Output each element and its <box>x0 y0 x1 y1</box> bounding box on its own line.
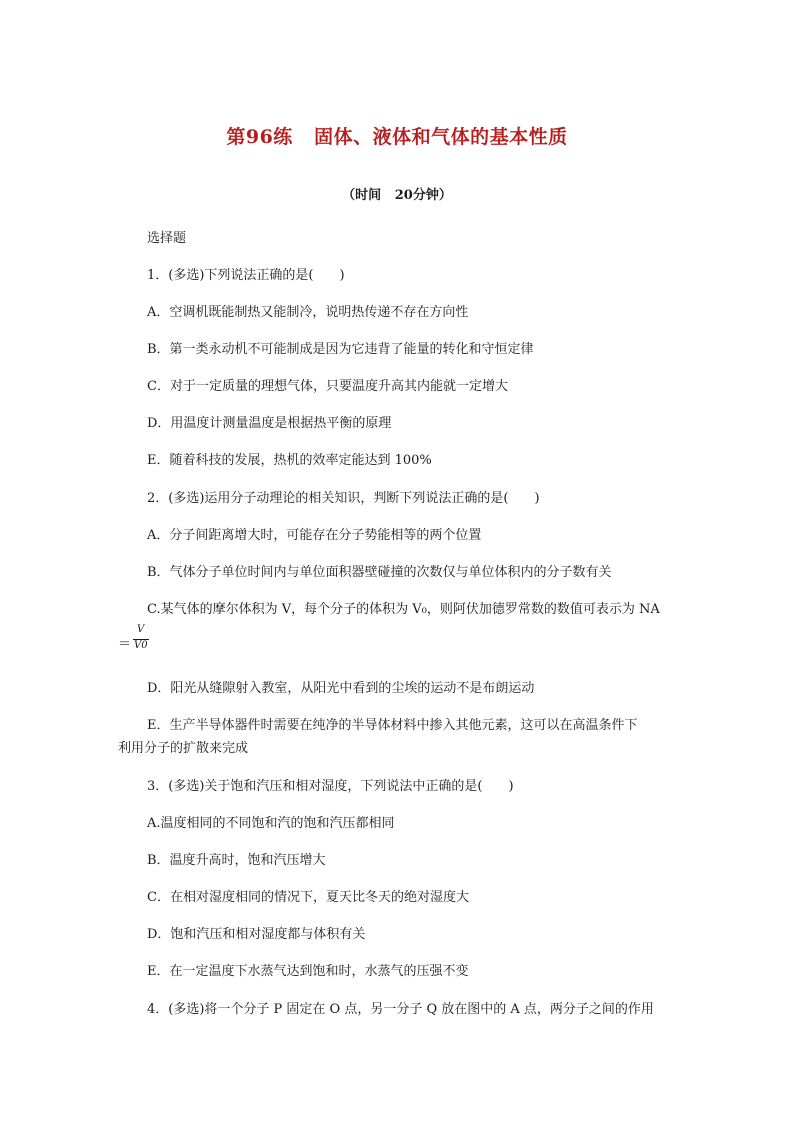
question-1-option-c: C．对于一定质量的理想气体，只要温度升高其内能就一定增大 <box>147 379 508 394</box>
question-2-option-c: C.某气体的摩尔体积为 V，每个分子的体积为 V₀，则阿伏加德罗常数的数值可表示为 NA <box>147 602 660 617</box>
question-4-stem: 4．(多选)将一个分子 P 固定在 O 点，另一分子 Q 放在图中的 A 点，两分子之间的作用 <box>147 1002 654 1017</box>
formula-numerator: V <box>137 624 145 635</box>
question-2-option-a: A．分子间距离增大时，可能存在分子势能相等的两个位置 <box>147 528 482 543</box>
question-3-option-d: D．饱和汽压和相对湿度都与体积有关 <box>147 927 366 942</box>
question-1-option-a: A．空调机既能制热又能制冷，说明热传递不存在方向性 <box>147 305 469 320</box>
time-limit: （时间 20分钟） <box>342 188 452 203</box>
question-2-stem: 2．(多选)运用分子动理论的相关知识，判断下列说法正确的是( ) <box>147 491 540 506</box>
question-2-option-b: B．气体分子单位时间内与单位面积器壁碰撞的次数仅与单位体积内的分子数有关 <box>147 565 612 580</box>
question-2-option-e-continued: 利用分子的扩散来完成 <box>118 741 249 756</box>
question-3-option-b: B．温度升高时，饱和汽压增大 <box>147 853 326 868</box>
question-2-option-e: E．生产半导体器件时需要在纯净的半导体材料中掺入其他元素，这可以在高温条件下 <box>147 718 638 733</box>
section-label: 选择题 <box>147 231 187 246</box>
question-1-option-e: E．随着科技的发展，热机的效率定能达到 100% <box>147 453 432 468</box>
formula-denominator: V0 <box>134 640 148 651</box>
question-3-stem: 3．(多选)关于饱和汽压和相对湿度，下列说法中正确的是( ) <box>147 779 514 794</box>
avogadro-formula <box>118 624 158 660</box>
formula-equals: ＝ <box>118 637 132 652</box>
question-1-option-b: B．第一类永动机不可能制成是因为它违背了能量的转化和守恒定律 <box>147 342 534 357</box>
question-3-option-a: A.温度相同的不同饱和汽的饱和汽压都相同 <box>147 816 395 831</box>
question-3-option-e: E．在一定温度下水蒸气达到饱和时，水蒸气的压强不变 <box>147 964 469 979</box>
question-2-option-d: D．阳光从缝隙射入教室，从阳光中看到的尘埃的运动不是布朗运动 <box>147 681 535 696</box>
question-1-stem: 1．(多选)下列说法正确的是( ) <box>147 268 345 283</box>
page-title: 第96练 固体、液体和气体的基本性质 <box>226 126 568 148</box>
question-1-option-d: D．用温度计测量温度是根据热平衡的原理 <box>147 416 392 431</box>
question-3-option-c: C．在相对湿度相同的情况下，夏天比冬天的绝对湿度大 <box>147 890 469 905</box>
